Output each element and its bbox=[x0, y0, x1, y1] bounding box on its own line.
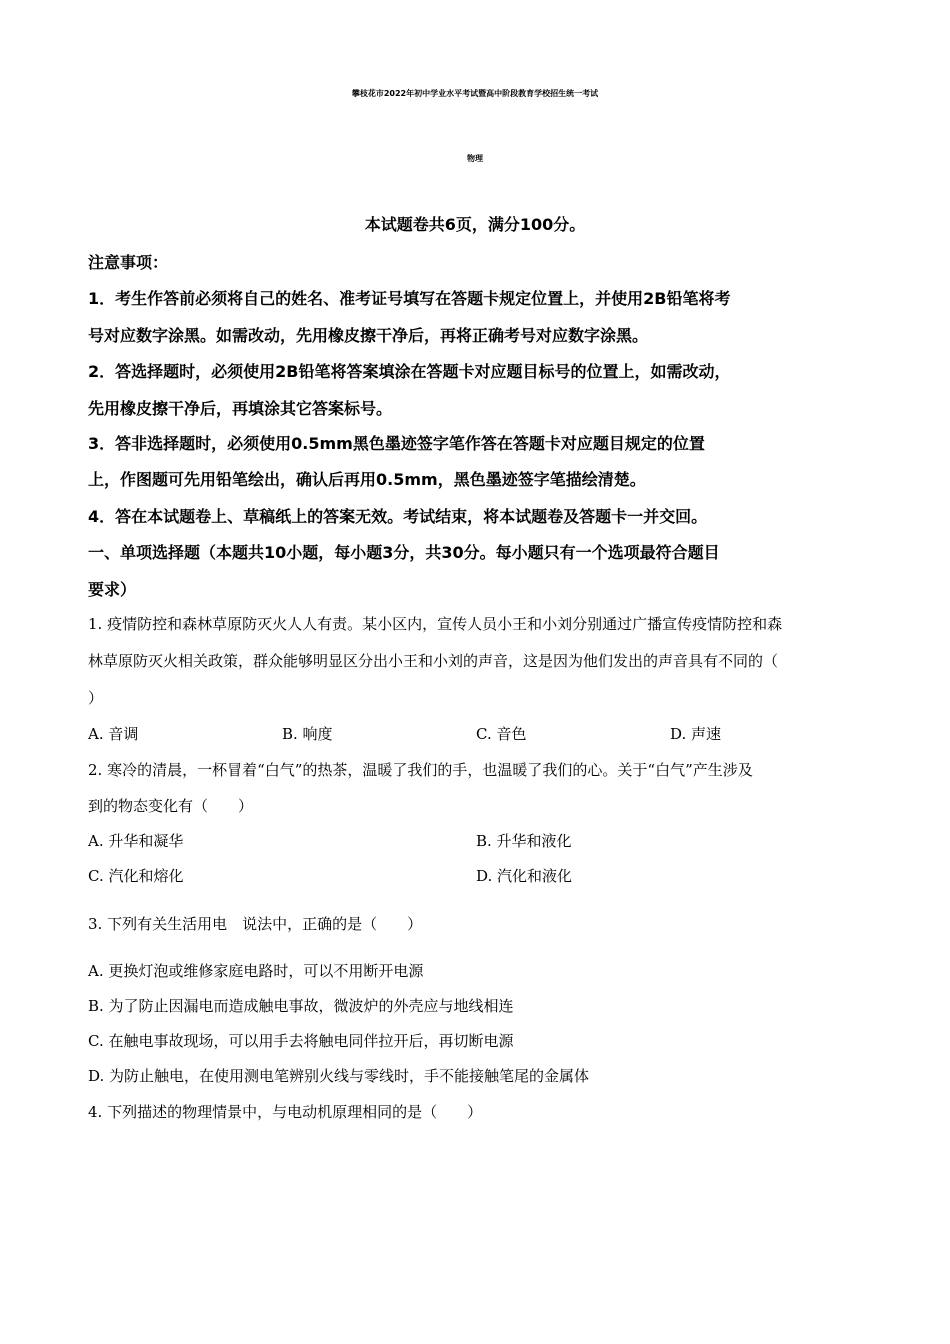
q2-option-b: B. 升华和液化 bbox=[476, 832, 572, 850]
q2-option-a: A. 升华和凝华 bbox=[88, 832, 184, 850]
question-2-line: 到的物态变化有（ ） bbox=[88, 797, 254, 815]
question-1-line: ） bbox=[88, 689, 104, 707]
q1-option-c: C. 音色 bbox=[476, 725, 527, 743]
q1-option-d: D. 声速 bbox=[670, 725, 722, 743]
instruction-line: 3．答非选择题时，必须使用0.5mm黑色墨迹签字笔作答在答题卡对应题目规定的位置 bbox=[88, 434, 705, 453]
section-heading: 一、单项选择题（本题共10小题，每小题3分，共30分。每小题只有一个选项最符合题目 bbox=[88, 543, 720, 562]
instruction-line: 4．答在本试题卷上、草稿纸上的答案无效。考试结束，将本试题卷及答题卡一并交回。 bbox=[88, 507, 708, 526]
question-4-line: 4. 下列描述的物理情景中，与电动机原理相同的是（ ） bbox=[88, 1103, 483, 1121]
section-heading-cont: 要求） bbox=[88, 580, 137, 599]
q1-option-b: B. 响度 bbox=[282, 725, 333, 743]
q2-option-c: C. 汽化和熔化 bbox=[88, 867, 184, 885]
instruction-line: 上，作图题可先用铅笔绘出，确认后再用0.5mm，黑色墨迹签字笔描绘清楚。 bbox=[88, 470, 646, 489]
q3-option-a: A. 更换灯泡或维修家庭电路时，可以不用断开电源 bbox=[88, 962, 424, 980]
instruction-line: 号对应数字涂黑。如需改动，先用橡皮擦干净后，再将正确考号对应数字涂黑。 bbox=[88, 326, 649, 345]
instruction-line: 1．考生作答前必须将自己的姓名、准考证号填写在答题卡规定位置上，并使用2B铅笔将考 bbox=[88, 289, 731, 308]
q2-option-d: D. 汽化和液化 bbox=[476, 867, 573, 885]
instruction-line: 先用橡皮擦干净后，再填涂其它答案标号。 bbox=[88, 399, 393, 418]
exam-title: 攀枝花市2022年初中学业水平考试暨高中阶段教育学校招生统一考试 bbox=[351, 89, 599, 98]
q3-option-c: C. 在触电事故现场，可以用手去将触电同伴拉开后，再切断电源 bbox=[88, 1032, 514, 1050]
q3-option-b: B. 为了防止因漏电而造成触电事故，微波炉的外壳应与地线相连 bbox=[88, 997, 514, 1015]
question-1-line: 林草原防灭火相关政策，群众能够明显区分出小王和小刘的声音，这是因为他们发出的声音具有不同的（ bbox=[88, 652, 779, 670]
q3-option-d: D. 为防止触电，在使用测电笔辨别火线与零线时，手不能接触笔尾的金属体 bbox=[88, 1067, 590, 1085]
q1-option-a: A. 音调 bbox=[88, 725, 139, 743]
question-1-line: 1. 疫情防控和森林草原防灭火人人有责。某小区内，宣传人员小王和小刘分别通过广播宣传疫情防控和森 bbox=[88, 615, 783, 633]
subject-title: 物理 bbox=[467, 154, 483, 163]
question-2-line: 2. 寒冷的清晨，一杯冒着“白气”的热茶，温暖了我们的手，也温暖了我们的心。关于“白气”产生涉及 bbox=[88, 761, 753, 779]
paper-note: 本试题卷共6页，满分100分。 bbox=[364, 215, 586, 234]
question-3-line: 3. 下列有关生活用电 说法中，正确的是（ ） bbox=[88, 915, 423, 933]
instruction-line: 2．答选择题时，必须使用2B铅笔将答案填涂在答题卡对应题目标号的位置上，如需改动， bbox=[88, 362, 731, 381]
instructions-heading: 注意事项： bbox=[88, 253, 169, 272]
